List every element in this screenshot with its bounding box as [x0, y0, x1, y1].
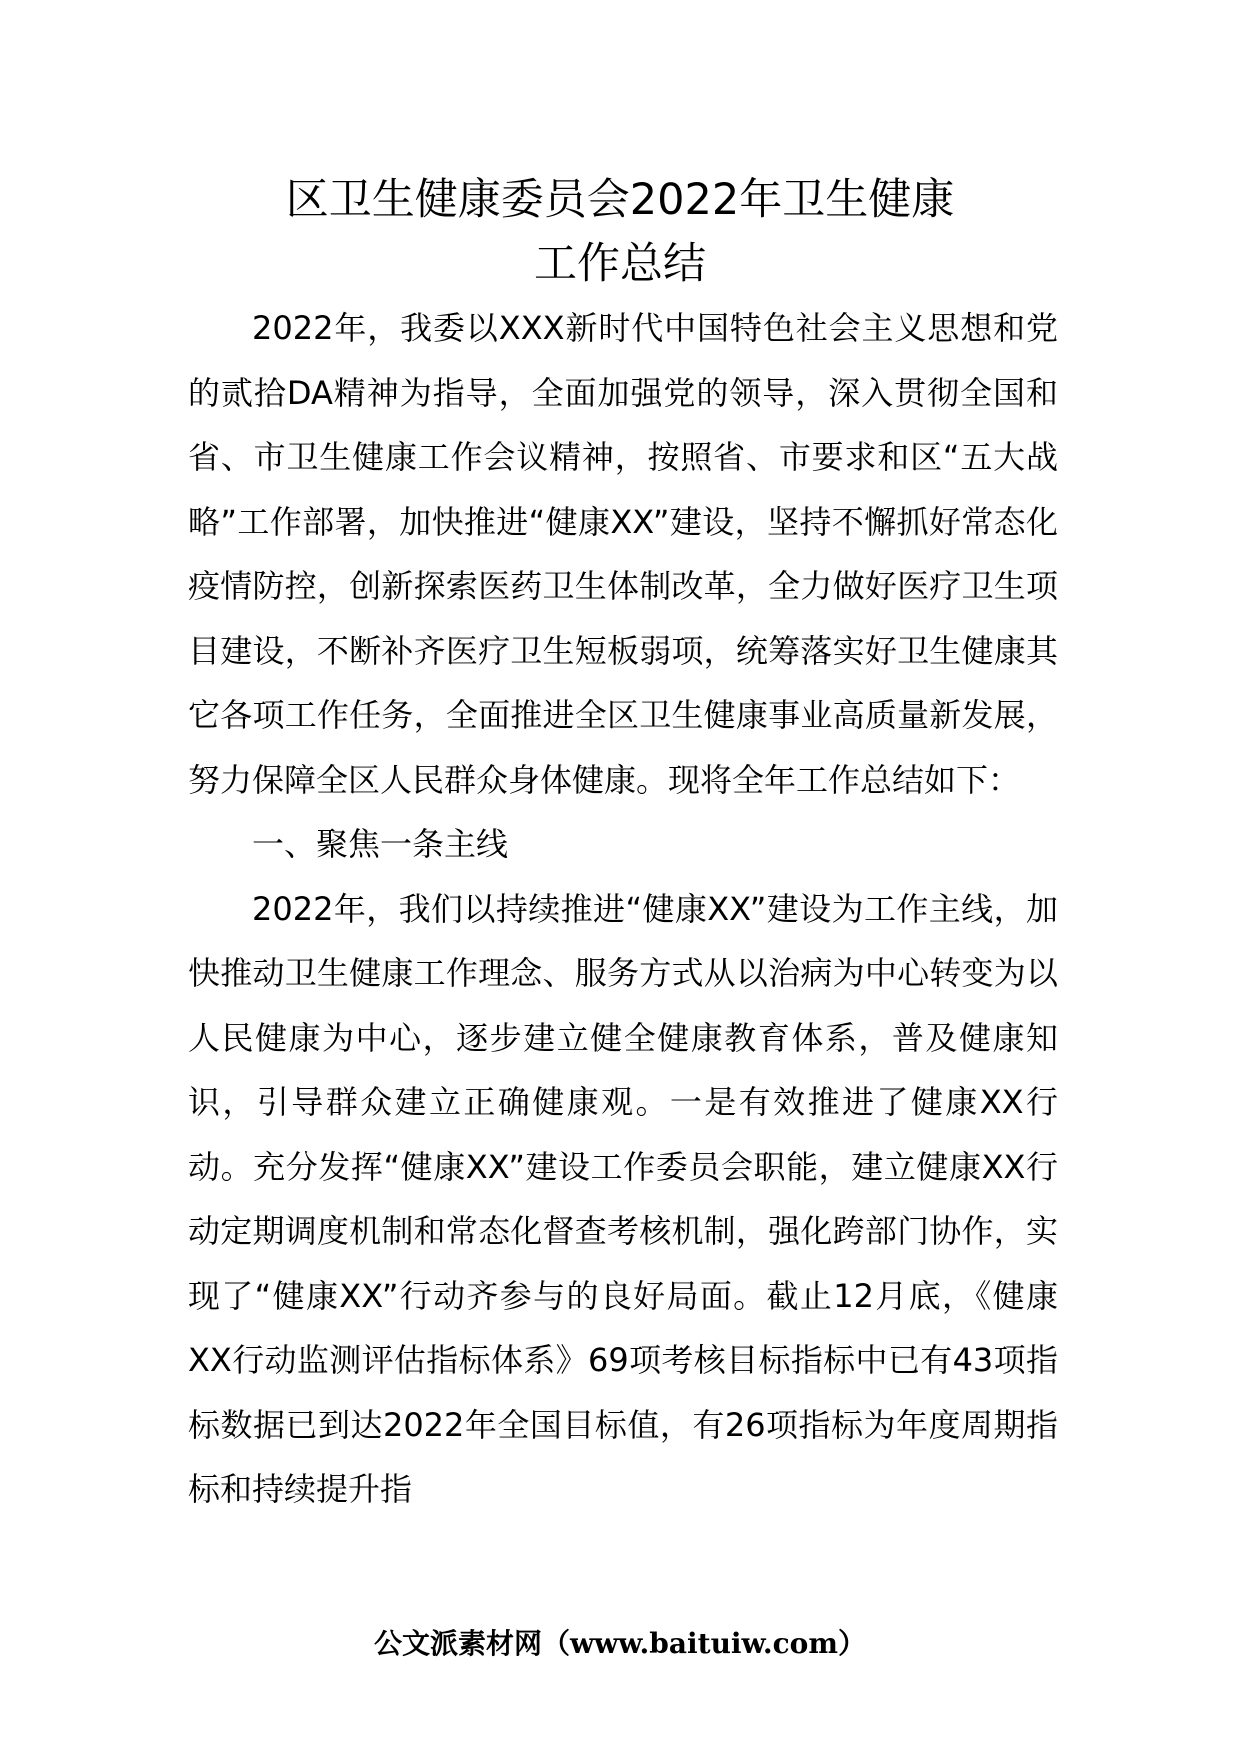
document-title-line-2: 工作总结 [534, 239, 706, 289]
paragraph-intro: 2022年，我委以XXX新时代中国特色社会主义思想和党的贰拾DA精神为指导，全面加强党的领导，深入贯彻全国和省、市卫生健康工作会议精神，按照省、市要求和区“五大战略”工作部署，加快推进“健康XX”建设，坚持不懈抓好常态化疫情防控，创新探索医药卫生体制改革，全力做好医疗卫生项目建设，不断补齐医疗卫生短板弱项，统筹落实好卫生健康其它各项工作任务，全面推进全区卫生健康事业高质量新发展，努力保障全区人民群众身体健康。现将全年工作总结如下： [188, 309, 1058, 799]
document-title-line-1: 区卫生健康委员会2022年卫生健康 [285, 175, 955, 225]
document-body [188, 296, 1058, 1522]
paragraph-section-1: 2022年，我们以持续推进“健康XX”建设为工作主线，加快推动卫生健康工作理念、服务方式从以治病为中心转变为以人民健康为中心，逐步建立健全健康教育体系，普及健康知识，引导群众建立正确健康观。一是有效推进了健康XX行动。充分发挥“健康XX”建设工作委员会职能，建立健康XX行动定期调度机制和常态化督查考核机制，强化跨部门协作，实现了“健康XX”行动齐参与的良好局面。截止12月底，《健康XX行动监测评估指标体系》69项考核目标指标中已有43项指标数据已到达2022年全国目标值，有26项指标为年度周期指标和持续提升指 [188, 889, 1058, 1508]
section-heading-1: 一、聚焦一条主线 [252, 825, 509, 863]
footer-source: 公文派素材网（www.baituiw.com） [374, 1627, 866, 1660]
